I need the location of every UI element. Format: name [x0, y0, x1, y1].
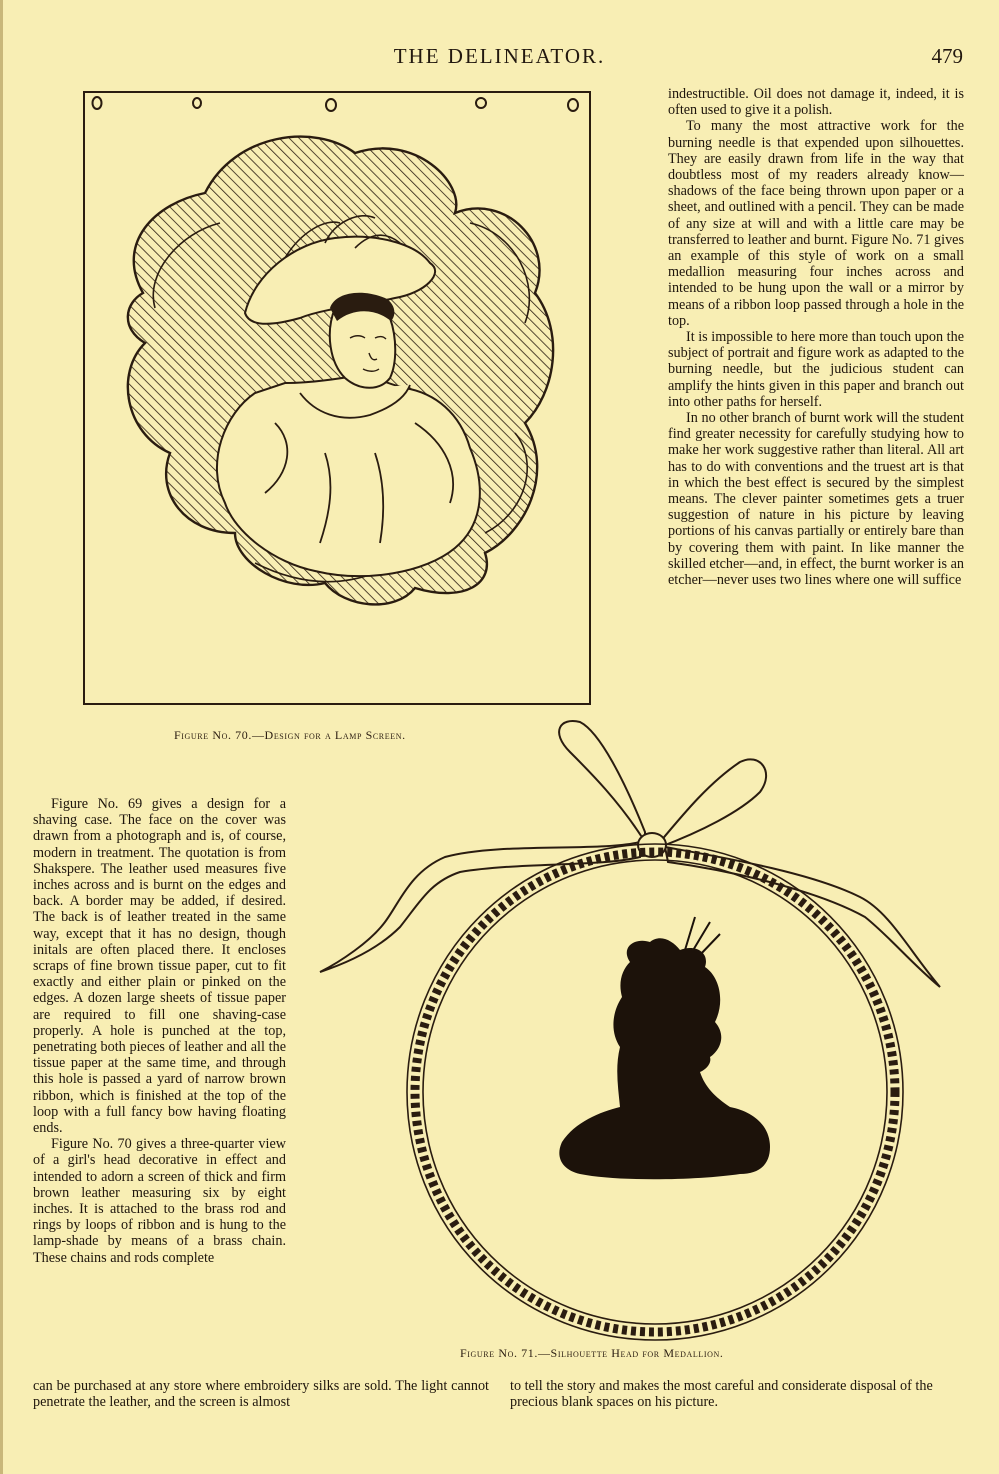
figure-71-silhouette-medallion [300, 712, 980, 1342]
figure-71-caption: Figure No. 71.—Silhouette Head for Medallion. [460, 1346, 724, 1360]
page-edge [0, 0, 3, 1474]
paragraph: Figure No. 70 gives a three-quarter view of a girl's head decorative in effect and intended to adorn a screen of thick and firm brown leather measuring six by eight inches. It is attached to the brass rod and rings by loops of ribbon and is hung to the lamp-shade by means of a brass chain. These chains and rods complete [33, 1136, 286, 1266]
paragraph: indestructible. Oil does not damage it, indeed, it is often used to give it a polish. [668, 86, 964, 119]
paragraph: to tell the story and makes the most careful and considerate disposal of the precious blank spaces on his picture. [510, 1378, 933, 1411]
left-column-text [33, 796, 286, 1266]
right-column-text [668, 86, 964, 588]
bottom-left-text [33, 1378, 489, 1410]
paragraph: It is impossible to here more than touch upon the subject of portrait and figure work as adapted to the burning needle, but the judicious student can amplify the hints given in this paper and branch out into other paths for herself. [668, 329, 964, 410]
paragraph: In no other branch of burnt work will the student find greater necessity for carefully studying how to make her work suggestive rather than literal. All art has to do with conventions and the truest art is that in which the best effect is secured by the simplest means. The clever painter sometimes gets a truer suggestion of nature in his picture by leaving portions of his canvas partially or entirely bare than by covering them with paint. In like manner the skilled etcher—and, in effect, the burnt worker is an etcher—never uses two lines where one will suffice [668, 410, 964, 589]
paragraph: Figure No. 69 gives a design for a shaving case. The face on the cover was drawn from a photograph and is, of course, modern in treatment. The quotation is from Shakspere. The leather used measures five inches across and is burnt on the edges and back. A border may be added, if desired. The back is of leather treated in the same way, except that it has no design, though initals are often placed there. It encloses scraps of fine brown tissue paper, cut to fit exactly and either plain or pinked on the edges. A dozen large sheets of tissue paper are required to fill one shaving-case properly. A hole is punched at the top, penetrating both pieces of leather and all the tissue paper at the same time, and through this hole is passed a yard of narrow brown ribbon, which is finished at the top of the loop with a full fancy bow having floating ends. [33, 796, 286, 1137]
figure-70-caption: Figure No. 70.—Design for a Lamp Screen. [174, 728, 406, 742]
running-header: THE DELINEATOR. [393, 44, 606, 68]
silhouette-head [559, 938, 770, 1179]
ring-holes [93, 97, 579, 111]
figure-70-lamp-screen [83, 91, 591, 705]
lamp-screen-illustration [85, 93, 589, 703]
paragraph: To many the most attractive work for the burning needle is that expended upon silhouettes. They are easily drawn from life in the way that doubtless most of my readers already know—shadows of the face being thrown upon paper or a sheet, and outlined with a pencil. They can be made of any size at will and with a little care may be transferred to leather and burnt. Figure No. 71 gives an example of this style of work on a small medallion measuring four inches across and intended to be hung upon the wall or a mirror by means of a ribbon loop passed through a hole in the top. [668, 118, 964, 329]
paragraph: can be purchased at any store where embroidery silks are sold. The light cannot penetrate the leather, and the screen is almost [33, 1378, 489, 1411]
bottom-right-text [510, 1378, 962, 1410]
page-number: 479 [931, 44, 963, 68]
